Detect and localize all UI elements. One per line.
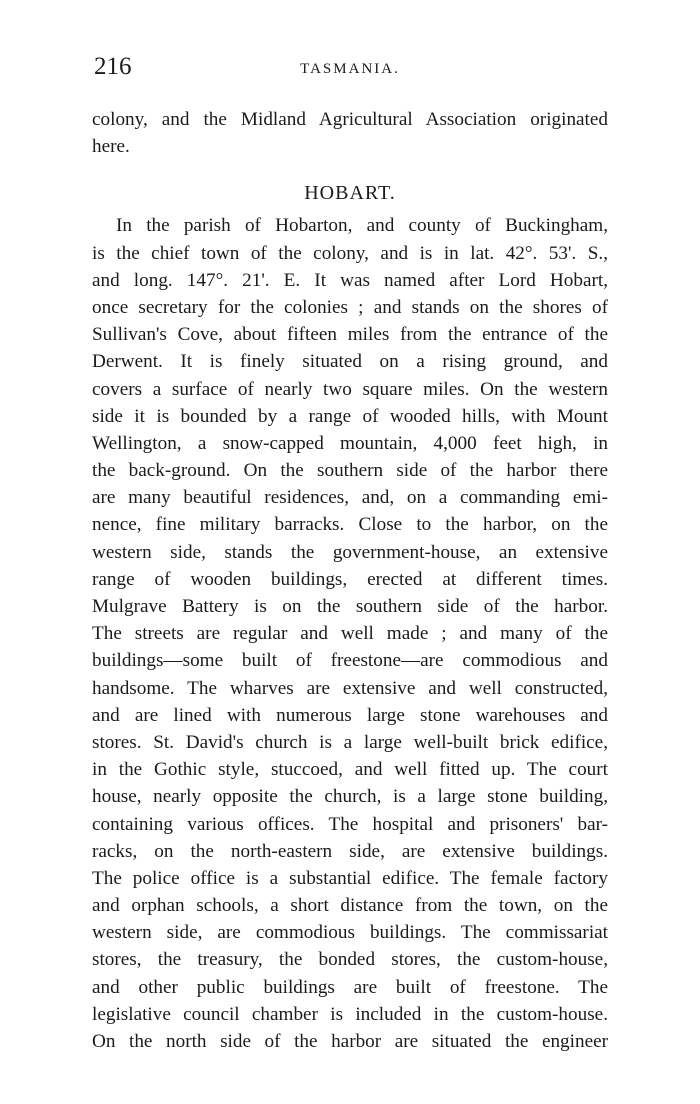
text-line: Derwent. It is finely situated on a rising ground, and: [92, 351, 608, 373]
text-line: and orphan schools, a short distance from the town, on the: [92, 895, 608, 917]
text-line: and other public buildings are built of freestone. The: [92, 976, 608, 998]
text-line: legislative council chamber is included in the custom-house.: [92, 1003, 608, 1025]
text-line: In the parish of Hobarton, and county of Buckingham,: [116, 215, 608, 237]
text-line: buildings—some built of freestone—are commodious and: [92, 650, 608, 672]
text-line: house, nearly opposite the church, is a large stone building,: [92, 786, 608, 808]
text-line: stores, the treasury, the bonded stores, the custom-house,: [92, 949, 608, 971]
intro-paragraph: [92, 106, 608, 160]
text-line: Wellington, a snow-capped mountain, 4,000 feet high, in: [92, 432, 608, 454]
text-line: range of wooden buildings, erected at different times.: [92, 568, 608, 590]
text-line: and are lined with numerous large stone warehouses and: [92, 704, 608, 726]
running-head: TASMANIA.: [300, 61, 400, 77]
hobart-paragraph: [92, 212, 608, 1055]
text-line: and long. 147°. 21'. E. It was named after Lord Hobart,: [92, 269, 608, 291]
text-line: once secretary for the colonies ; and stands on the shores of: [92, 296, 608, 318]
text-line: handsome. The wharves are extensive and well constructed,: [92, 677, 608, 699]
text-line: is the chief town of the colony, and is in lat. 42°. 53'. S.,: [92, 242, 608, 264]
page-number: 216: [94, 53, 132, 80]
text-line: in the Gothic style, stuccoed, and well fitted up. The court: [92, 759, 608, 781]
text-line: side it is bounded by a range of wooded hills, with Mount: [92, 405, 608, 427]
text-line: the back-ground. On the southern side of the harbor there: [92, 460, 608, 482]
text-line: stores. St. David's church is a large well-built brick edifice,: [92, 731, 608, 753]
text-line: western side, stands the government-house, an extensive: [92, 541, 608, 563]
text-line: Mulgrave Battery is on the southern side of the harbor.: [92, 596, 608, 617]
text-line: western side, are commodious buildings. The commissariat: [92, 922, 608, 944]
text-line: are many beautiful residences, and, on a commanding emi-: [92, 487, 608, 509]
text-line: Sullivan's Cove, about fifteen miles from the entrance of the: [92, 324, 608, 346]
page-header: [92, 52, 608, 86]
text-line: The police office is a substantial edifice. The female factory: [92, 867, 608, 889]
section-heading: HOBART.: [304, 182, 396, 205]
text-line: nence, fine military barracks. Close to the harbor, on the: [92, 514, 608, 536]
text-line: colony, and the Midland Agricultural Association originated: [92, 109, 608, 130]
text-line: The streets are regular and well made ; and many of the: [92, 623, 608, 645]
book-page: [92, 52, 608, 1055]
text-line: On the north side of the harbor are situated the engineer: [92, 1031, 608, 1052]
text-line: containing various offices. The hospital and prisoners' bar-: [92, 813, 608, 835]
text-line: covers a surface of nearly two square miles. On the western: [92, 378, 608, 400]
text-line: here.: [92, 136, 130, 158]
text-line: racks, on the north-eastern side, are extensive buildings.: [92, 840, 608, 862]
